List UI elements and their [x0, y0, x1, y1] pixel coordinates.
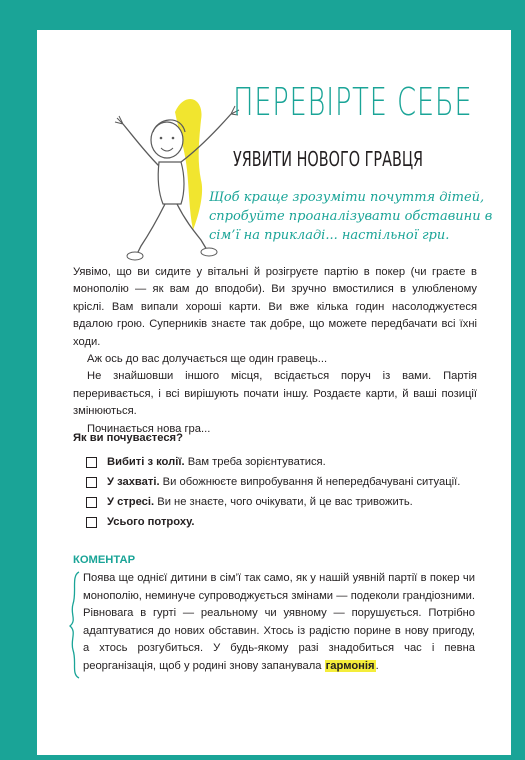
quiz-option[interactable]	[86, 492, 486, 512]
option-bold: У захваті.	[107, 476, 160, 488]
option-text: Ви обожнюєте випробування й непередбачувані ситуації.	[159, 476, 461, 488]
body-paragraph: Починається нова гра...	[87, 422, 211, 435]
body-text	[73, 264, 477, 438]
page-subtitle: УЯВИТИ НОВОГО ГРАВЦЯ	[233, 147, 424, 171]
highlight-word: гармонія	[325, 659, 375, 672]
option-bold: Вибиті з колії.	[107, 456, 185, 468]
option-text: Ви не знаєте, чого очікувати, й це вас тривожить.	[154, 496, 413, 508]
option-label	[107, 456, 326, 468]
quiz-option[interactable]	[86, 512, 486, 532]
comment-heading: КОМЕНТАР	[73, 554, 136, 566]
quiz-option[interactable]	[86, 452, 486, 472]
checkbox[interactable]	[86, 517, 97, 528]
option-label	[107, 496, 413, 508]
option-label	[107, 516, 195, 528]
checkbox[interactable]	[86, 497, 97, 508]
intro-text: Щоб краще зрозуміти почуття дітей, спробуйте проаналізувати обставини в сім’ї на прикладі... настільної гри.	[209, 190, 493, 243]
quiz-options	[86, 452, 486, 532]
option-label	[107, 476, 460, 488]
body-paragraph: Не знайшовши іншого місця, всідається поруч із вами. Партія переривається, і всі вирішують почати іншу. Роздаєте карти, й ваші позиції змінюються.	[73, 370, 477, 418]
book-page	[37, 30, 511, 755]
comment-text	[83, 570, 475, 676]
comment-body: Поява ще однієї дитини в сім’ї так само, як у нашій уявній партії в покер чи монополію, неминуче супроводжується змінами — подеколи грандіозними. Рівновага в гурті — реальному чи уявному — порушується. Потрібно адаптуватися до нових обставин. Хтось із радістю порине в нову пригоду, а хтось розгубиться. У будь-якому разі знадобиться час і певна реорганізація, щоб у родині знову запанувала	[83, 572, 475, 672]
option-text: Вам треба зорієнтуватися.	[184, 456, 326, 468]
page-title: ПЕРЕВІРТЕ СЕБЕ	[233, 80, 473, 124]
option-bold: У стресі.	[107, 496, 155, 508]
comment-end: .	[375, 659, 379, 672]
checkbox[interactable]	[86, 477, 97, 488]
quiz-option[interactable]	[86, 472, 486, 492]
body-paragraph: Уявімо, що ви сидите у вітальні й розігруєте партію в покер (чи граєте в монополію — як вам до вподоби). Ви зручно вмостилися в улюбленому кріслі. Вам випали хороші карти. Ви вже кілька годин насолоджуєтеся вдалою грою. Суперників знаєте так добре, що можете передбачати всі їхні ходи.	[73, 266, 477, 348]
option-bold: Усього потроху.	[107, 516, 195, 528]
checkbox[interactable]	[86, 457, 97, 468]
curly-bracket-icon	[65, 570, 85, 680]
quiz-question: Як ви почуваєтеся?	[73, 432, 183, 444]
body-paragraph: Аж ось до вас долучається ще один гравець...	[87, 353, 328, 366]
